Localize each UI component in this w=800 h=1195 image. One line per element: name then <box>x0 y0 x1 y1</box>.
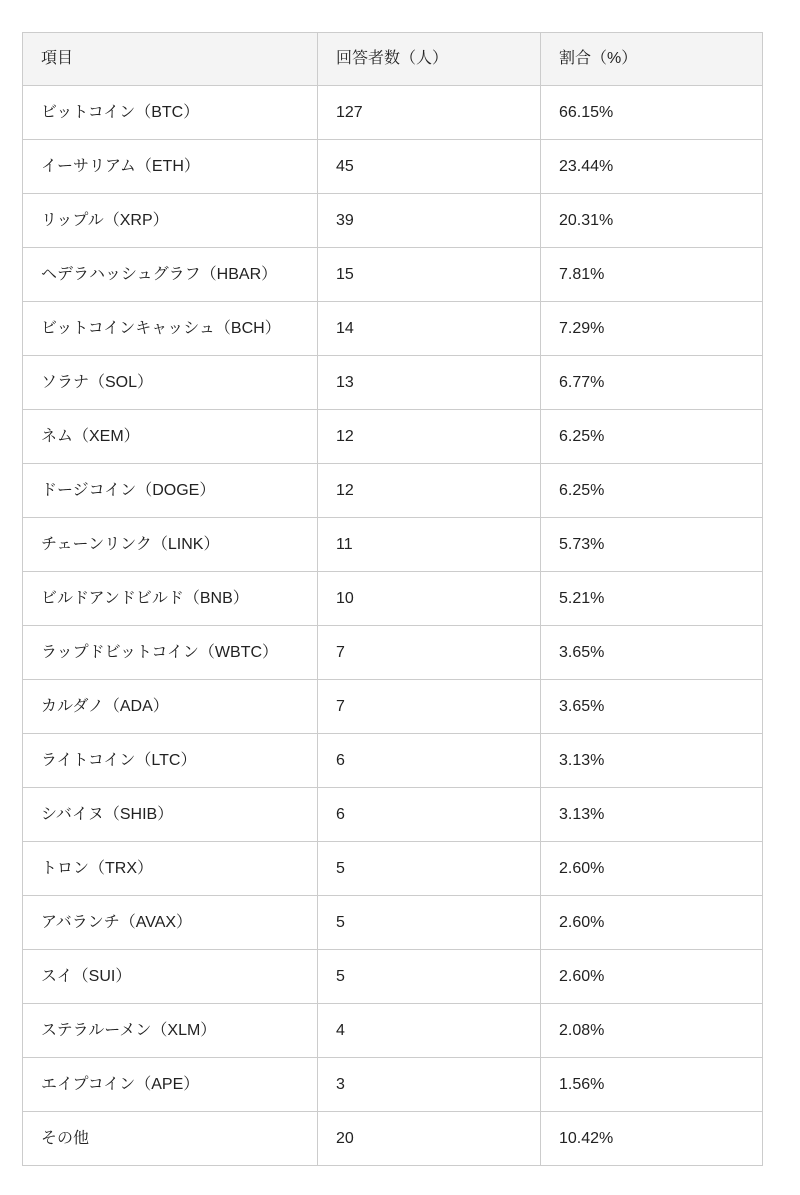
percentage-cell: 2.60% <box>541 842 763 896</box>
item-cell: ネム（XEM） <box>23 410 318 464</box>
item-cell: ビルドアンドビルド（BNB） <box>23 572 318 626</box>
respondents-cell: 13 <box>318 356 541 410</box>
percentage-cell: 6.25% <box>541 464 763 518</box>
item-cell: ラップドビットコイン（WBTC） <box>23 626 318 680</box>
item-cell: イーサリアム（ETH） <box>23 140 318 194</box>
percentage-cell: 3.13% <box>541 734 763 788</box>
percentage-cell: 5.73% <box>541 518 763 572</box>
respondents-cell: 5 <box>318 842 541 896</box>
crypto-survey-table <box>22 32 763 1166</box>
respondents-cell: 5 <box>318 950 541 1004</box>
column-header-item: 項目 <box>23 33 318 86</box>
respondents-cell: 15 <box>318 248 541 302</box>
percentage-cell: 7.29% <box>541 302 763 356</box>
table-row <box>23 356 763 410</box>
percentage-cell: 1.56% <box>541 1058 763 1112</box>
respondents-cell: 127 <box>318 86 541 140</box>
percentage-cell: 5.21% <box>541 572 763 626</box>
item-cell: トロン（TRX） <box>23 842 318 896</box>
percentage-cell: 6.77% <box>541 356 763 410</box>
item-cell: ソラナ（SOL） <box>23 356 318 410</box>
item-cell: ヘデラハッシュグラフ（HBAR） <box>23 248 318 302</box>
item-cell: ステラルーメン（XLM） <box>23 1004 318 1058</box>
header-row <box>23 33 763 86</box>
percentage-cell: 3.65% <box>541 680 763 734</box>
table-row <box>23 626 763 680</box>
item-cell: ビットコインキャッシュ（BCH） <box>23 302 318 356</box>
table-row <box>23 572 763 626</box>
table-row <box>23 788 763 842</box>
item-cell: ビットコイン（BTC） <box>23 86 318 140</box>
table-row <box>23 950 763 1004</box>
respondents-cell: 14 <box>318 302 541 356</box>
percentage-cell: 2.60% <box>541 896 763 950</box>
respondents-cell: 7 <box>318 680 541 734</box>
item-cell: エイプコイン（APE） <box>23 1058 318 1112</box>
table-row <box>23 518 763 572</box>
table-body <box>23 86 763 1166</box>
respondents-cell: 7 <box>318 626 541 680</box>
item-cell: その他 <box>23 1112 318 1166</box>
column-header-respondents: 回答者数（人） <box>318 33 541 86</box>
respondents-cell: 3 <box>318 1058 541 1112</box>
table-header <box>23 33 763 86</box>
percentage-cell: 10.42% <box>541 1112 763 1166</box>
respondents-cell: 4 <box>318 1004 541 1058</box>
item-cell: シバイヌ（SHIB） <box>23 788 318 842</box>
respondents-cell: 11 <box>318 518 541 572</box>
respondents-cell: 6 <box>318 788 541 842</box>
item-cell: ライトコイン（LTC） <box>23 734 318 788</box>
percentage-cell: 3.65% <box>541 626 763 680</box>
table-row <box>23 680 763 734</box>
table-row <box>23 86 763 140</box>
percentage-cell: 23.44% <box>541 140 763 194</box>
percentage-cell: 2.08% <box>541 1004 763 1058</box>
table-row <box>23 1058 763 1112</box>
item-cell: チェーンリンク（LINK） <box>23 518 318 572</box>
respondents-cell: 20 <box>318 1112 541 1166</box>
percentage-cell: 2.60% <box>541 950 763 1004</box>
table-row <box>23 896 763 950</box>
column-header-percentage: 割合（%） <box>541 33 763 86</box>
respondents-cell: 12 <box>318 410 541 464</box>
respondents-cell: 39 <box>318 194 541 248</box>
item-cell: スイ（SUI） <box>23 950 318 1004</box>
table-row <box>23 248 763 302</box>
percentage-cell: 6.25% <box>541 410 763 464</box>
table-row <box>23 1004 763 1058</box>
respondents-cell: 45 <box>318 140 541 194</box>
table-row <box>23 302 763 356</box>
percentage-cell: 3.13% <box>541 788 763 842</box>
table-row <box>23 842 763 896</box>
table-row <box>23 464 763 518</box>
item-cell: ドージコイン（DOGE） <box>23 464 318 518</box>
respondents-cell: 10 <box>318 572 541 626</box>
item-cell: カルダノ（ADA） <box>23 680 318 734</box>
table-row <box>23 140 763 194</box>
percentage-cell: 7.81% <box>541 248 763 302</box>
percentage-cell: 20.31% <box>541 194 763 248</box>
table-row <box>23 194 763 248</box>
table-row <box>23 734 763 788</box>
respondents-cell: 5 <box>318 896 541 950</box>
table-row <box>23 410 763 464</box>
table-row <box>23 1112 763 1166</box>
item-cell: リップル（XRP） <box>23 194 318 248</box>
respondents-cell: 12 <box>318 464 541 518</box>
item-cell: アバランチ（AVAX） <box>23 896 318 950</box>
percentage-cell: 66.15% <box>541 86 763 140</box>
respondents-cell: 6 <box>318 734 541 788</box>
